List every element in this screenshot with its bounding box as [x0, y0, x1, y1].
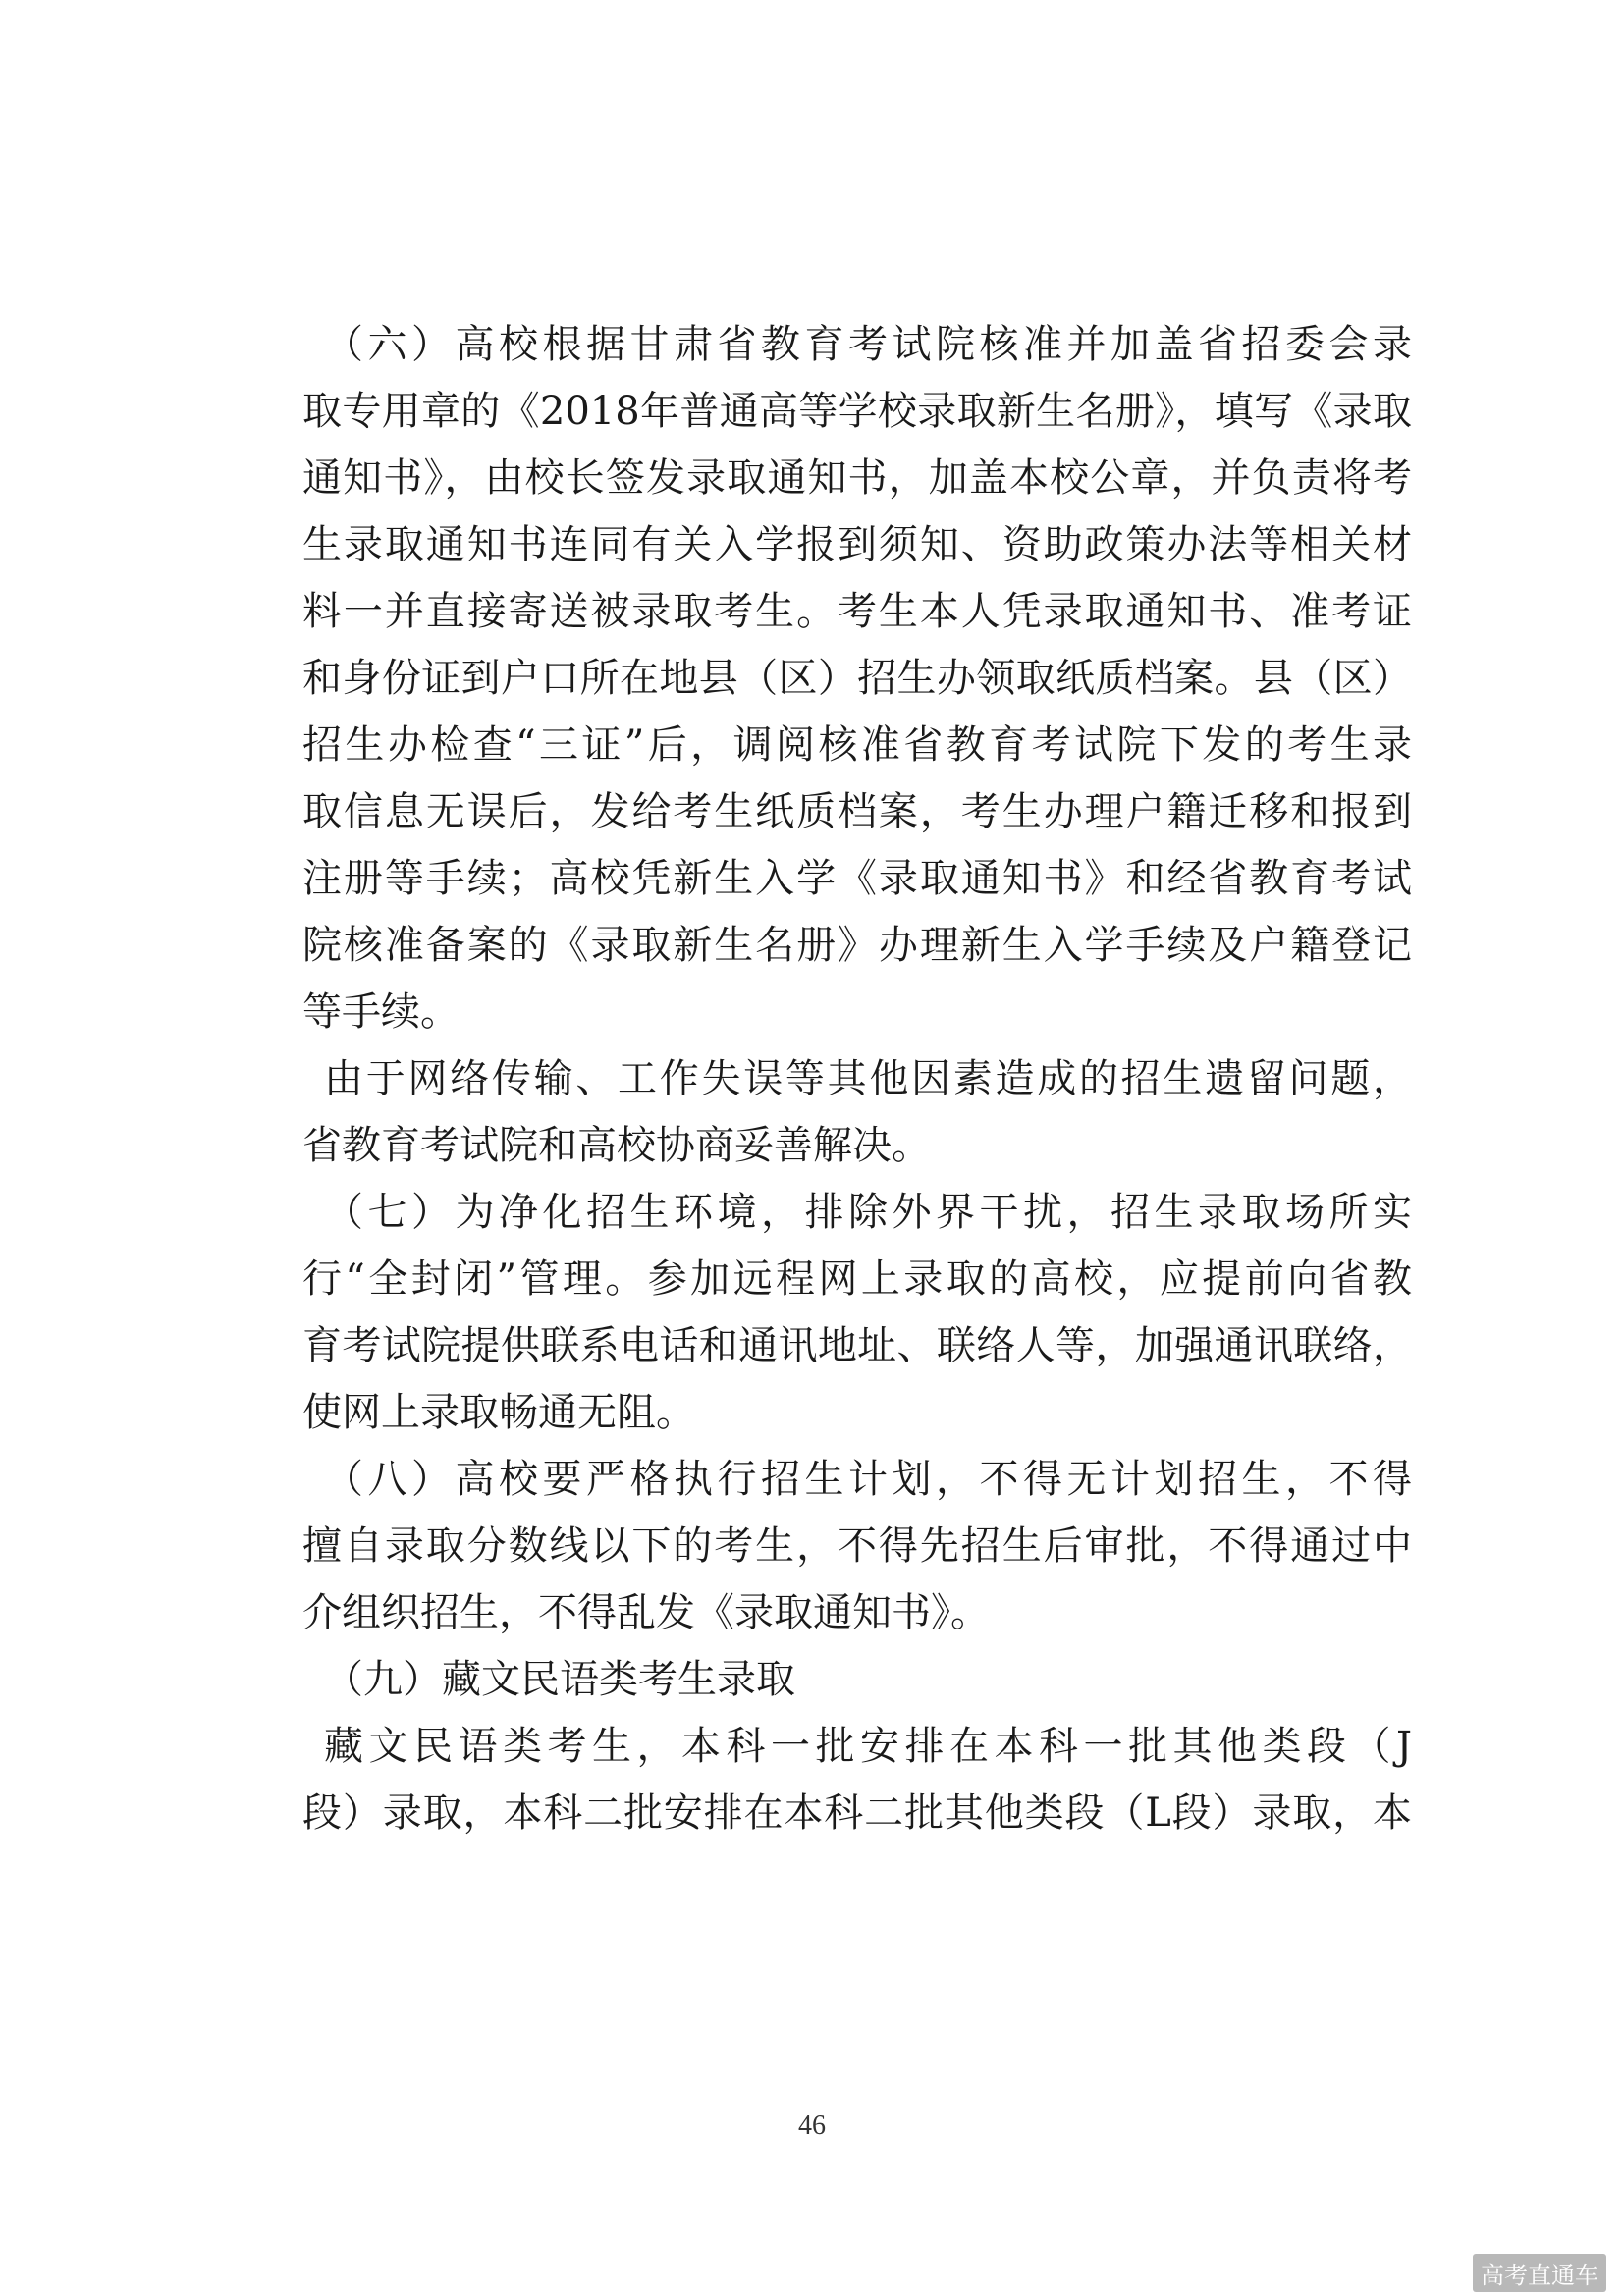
text-line: 取信息无误后，发给考生纸质档案，考生办理户籍迁移和报到 — [302, 789, 1412, 834]
text-line: 等手续。 — [302, 989, 460, 1035]
text-line: 省教育考试院和高校协商妥善解决。 — [302, 1123, 931, 1168]
text-line: 注册等手续；高校凭新生入学《录取通知书》和经省教育考试 — [302, 856, 1412, 901]
text-line: 擅自录取分数线以下的考生，不得先招生后审批，不得通过中 — [302, 1523, 1412, 1569]
text-line: 介组织招生，不得乱发《录取通知书》。 — [302, 1590, 990, 1635]
text-line: 招生办检查“三证”后，调阅核准省教育考试院下发的考生录 — [302, 722, 1412, 768]
text-line: （六）高校根据甘肃省教育考试院核准并加盖省招委会录 — [324, 322, 1412, 367]
text-line: 段）录取，本科二批安排在本科二批其他类段（L段）录取，本 — [302, 1790, 1412, 1836]
text-line: （七）为净化招生环境，排除外界干扰，招生录取场所实 — [324, 1190, 1412, 1235]
watermark-label: 高考直通车 — [1473, 2254, 1606, 2292]
text-line: 由于网络传输、工作失误等其他因素造成的招生遗留问题， — [324, 1056, 1412, 1101]
text-line: 生录取通知书连同有关入学报到须知、资助政策办法等相关材 — [302, 522, 1412, 567]
text-line: 行“全封闭”管理。参加远程网上录取的高校，应提前向省教 — [302, 1256, 1412, 1302]
text-line: 料一并直接寄送被录取考生。考生本人凭录取通知书、准考证 — [302, 589, 1412, 634]
text-line: 育考试院提供联系电话和通讯地址、联络人等，加强通讯联络， — [302, 1323, 1412, 1368]
text-line: （八）高校要严格执行招生计划，不得无计划招生，不得 — [324, 1457, 1412, 1502]
text-line: 取专用章的《2018年普通高等学校录取新生名册》，填写《录取 — [302, 389, 1412, 434]
page-number: 46 — [798, 2110, 826, 2141]
section-heading: （九）藏文民语类考生录取 — [324, 1657, 795, 1702]
text-line: 使网上录取畅通无阻。 — [302, 1390, 695, 1435]
text-line: 藏文民语类考生，本科一批安排在本科一批其他类段（J — [324, 1724, 1412, 1769]
text-line: 通知书》，由校长签发录取通知书，加盖本校公章，并负责将考 — [302, 455, 1412, 501]
text-line: 和身份证到户口所在地县（区）招生办领取纸质档案。县（区） — [302, 656, 1412, 701]
text-line: 院核准备案的《录取新生名册》办理新生入学手续及户籍登记 — [302, 923, 1412, 968]
